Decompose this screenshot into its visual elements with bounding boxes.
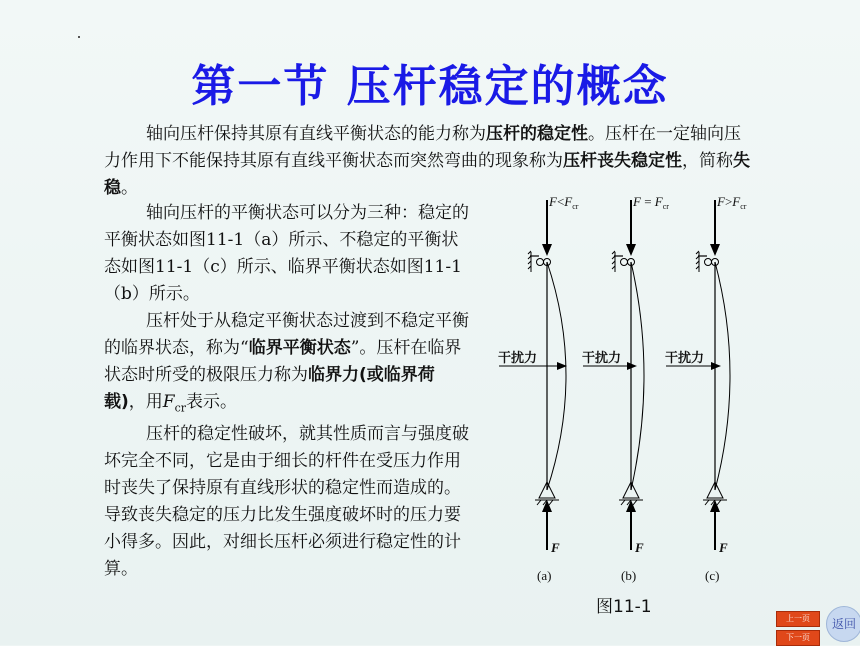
disturb-label-c: 干扰力 [665,351,705,366]
intro-bold-1: 压杆的稳定性 [486,124,588,144]
page-title: 第一节 压杆稳定的概念 [191,61,669,112]
return-button[interactable]: 返回 [826,606,860,642]
intro-text-2: 。压杆在一定轴向压力作用下不能保持其原有直线平衡状态而突然弯曲的现象称为 [104,124,741,171]
force-label-a: $F<F_{cr}$ [549,194,579,211]
disturb-label-b: 干扰力 [582,351,622,366]
next-page-button[interactable]: 下一页 [776,630,820,646]
sub-label-c: (c) [705,568,720,583]
bottom-force-c: F [719,540,728,555]
critical-bold-b: 临界平衡状态 [248,338,351,358]
intro-text-3: ，简称 [682,151,733,171]
intro-bold-2: 压杆丧失稳定性 [563,151,682,171]
failure-paragraph: 压杆的稳定性破坏，就其性质而言与强度破坏完全不同，它是由于细长的杆件在受压力作用时丧失了保持原有直线形状的稳定性而造成的。导致丧失稳定的压力比发生强度破坏时的压力要小得多。因此，对细长压杆必须进行稳定性的计算。 [104,424,469,580]
intro-text-1: 轴向压杆保持其原有直线平衡状态的能力称为 [146,124,486,144]
decorative-dot [78,36,80,38]
figure-caption: 图11-1 [596,597,652,617]
panel-b [582,194,669,583]
critical-text-e: ，用 [128,392,163,412]
bottom-force-a: F [551,540,560,555]
intro-text-4: 。 [121,178,138,198]
fcr-symbol: F [162,392,175,412]
sub-label-a: (a) [537,568,552,583]
critical-text-h: 表示。 [186,392,237,412]
fcr-subscript: cr [174,401,186,415]
panel-c [665,194,747,583]
sub-label-b: (b) [621,568,637,583]
intro-bold-3: 失稳 [104,151,750,198]
panel-a [498,194,579,583]
critical-state-paragraph [104,308,474,421]
equilibrium-types-paragraph: 轴向压杆的平衡状态可以分为三种：稳定的平衡状态如图11-1（a）所示、不稳定的平衡状态如图11-1（c）所示、临界平衡状态如图11-1（b）所示。 [104,203,469,304]
disturb-label-a: 干扰力 [498,351,538,366]
figure-11-1 [495,190,795,590]
left-column [104,200,474,583]
critical-bold-d: 临界力(或临界荷载) [104,365,435,412]
critical-text-a: 压杆处于从稳定平衡状态过渡到不稳定平衡的临界状态，称为“ [104,311,469,358]
prev-page-button[interactable]: 上一页 [776,611,820,627]
force-label-c: $F>F_{cr}$ [717,194,747,211]
critical-text-c: ”。压杆在临界状态时所受的极限压力称为 [104,338,462,385]
force-label-b: $F = F_{cr}$ [633,194,669,211]
bottom-force-b: F [635,540,644,555]
